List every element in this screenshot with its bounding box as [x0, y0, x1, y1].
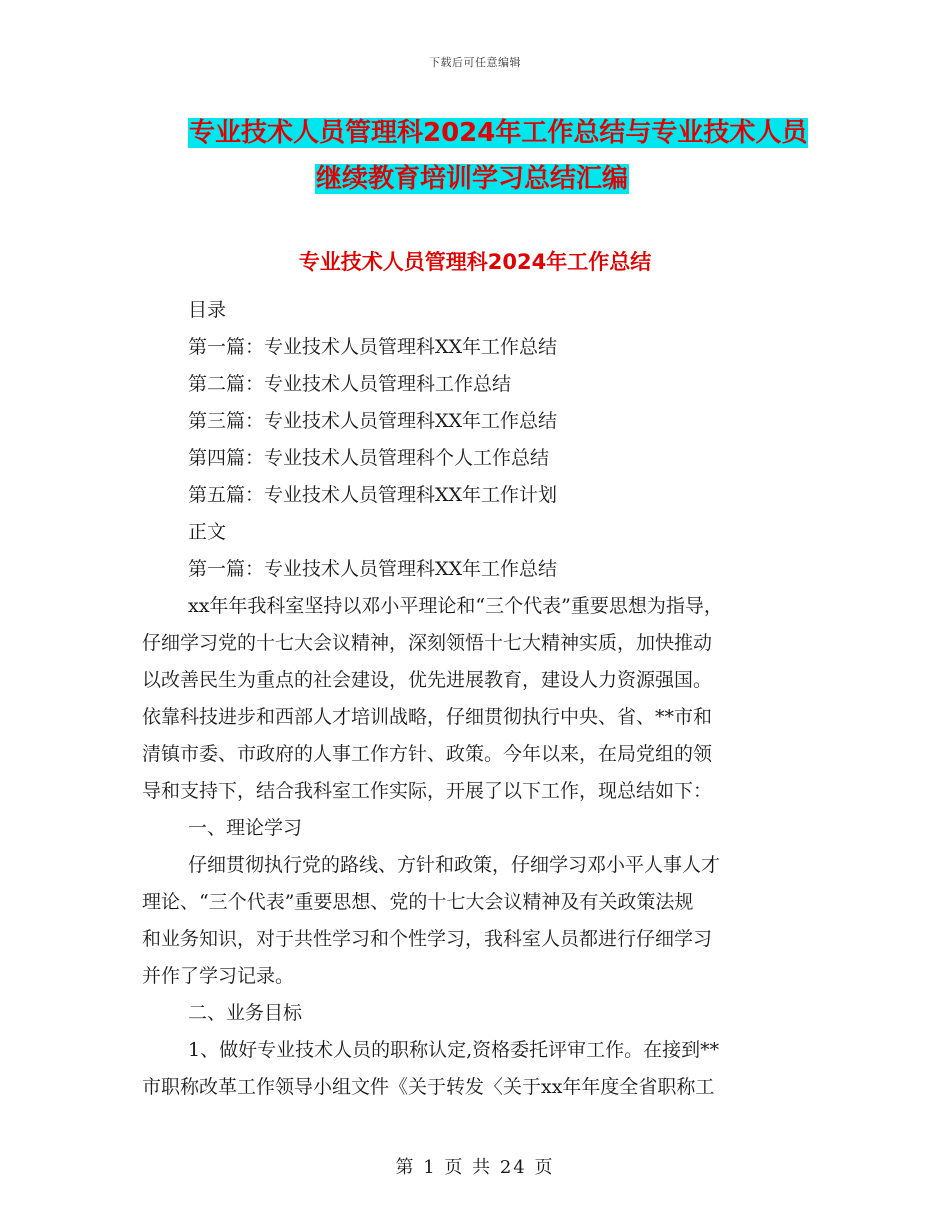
- toc-item-5: 第五篇：专业技术人员管理科XX年工作计划: [188, 484, 558, 506]
- paragraph-2-line-4: 并作了学习记录。: [142, 965, 295, 987]
- toc-label: 目录: [188, 299, 227, 321]
- section-subtitle: 专业技术人员管理科2024年工作总结: [298, 250, 652, 274]
- body-text: [142, 292, 812, 1106]
- paragraph-2-line-3: 和业务知识，对于共性学习和个性学习，我科室人员都进行仔细学习: [142, 928, 713, 950]
- paragraph-1-line-1: xx年年我科室坚持以邓小平理论和“三个代表”重要思想为指导，: [188, 595, 723, 617]
- paragraph-1-line-6: 导和支持下，结合我科室工作实际，开展了以下工作，现总结如下：: [142, 780, 713, 802]
- heading-business-goals: 二、业务目标: [188, 1002, 303, 1024]
- paragraph-3-line-1: 1、做好专业技术人员的职称认定,资格委托评审工作。在接到**: [188, 1039, 720, 1061]
- toc-item-3: 第三篇：专业技术人员管理科XX年工作总结: [188, 410, 558, 432]
- page-footer: 第 1 页 共 24 页: [395, 1157, 555, 1178]
- heading-theory-study: 一、理论学习: [188, 817, 303, 839]
- toc-item-2: 第二篇：专业技术人员管理科工作总结: [188, 373, 512, 395]
- toc-item-4: 第四篇：专业技术人员管理科个人工作总结: [188, 447, 550, 469]
- title-line-2-text: 继续教育培训学习总结汇编: [316, 164, 629, 194]
- paragraph-1-line-5: 清镇市委、市政府的人事工作方针、政策。今年以来，在局党组的领: [142, 743, 713, 765]
- paragraph-1-line-2: 仔细学习党的十七大会议精神，深刻领悟十七大精神实质，加快推动: [142, 632, 713, 654]
- toc-item-1: 第一篇：专业技术人员管理科XX年工作总结: [188, 336, 558, 358]
- paragraph-2-line-1: 仔细贯彻执行党的路线、方针和政策，仔细学习邓小平人事人才: [188, 854, 721, 876]
- main-label: 正文: [188, 521, 227, 543]
- title-line-1-text: 专业技术人员管理科2024年工作总结与专业技术人员: [189, 118, 808, 148]
- paragraph-3-line-2: 市职称改革工作领导小组文件《关于转发〈关于xx年年度全省职称工: [142, 1076, 715, 1098]
- section-heading: 第一篇：专业技术人员管理科XX年工作总结: [188, 558, 558, 580]
- document-title: [140, 110, 860, 202]
- header-note: 下载后可任意编辑: [429, 56, 521, 69]
- paragraph-1-line-4: 依靠科技进步和西部人才培训战略，仔细贯彻执行中央、省、**市和: [142, 706, 713, 728]
- paragraph-1-line-3: 以改善民生为重点的社会建设，优先进展教育，建设人力资源强国。: [142, 669, 713, 691]
- title-line-1: [140, 110, 860, 156]
- paragraph-2-line-2: 理论、“三个代表”重要思想、党的十七大会议精神及有关政策法规: [142, 891, 694, 913]
- title-line-2: [140, 156, 860, 202]
